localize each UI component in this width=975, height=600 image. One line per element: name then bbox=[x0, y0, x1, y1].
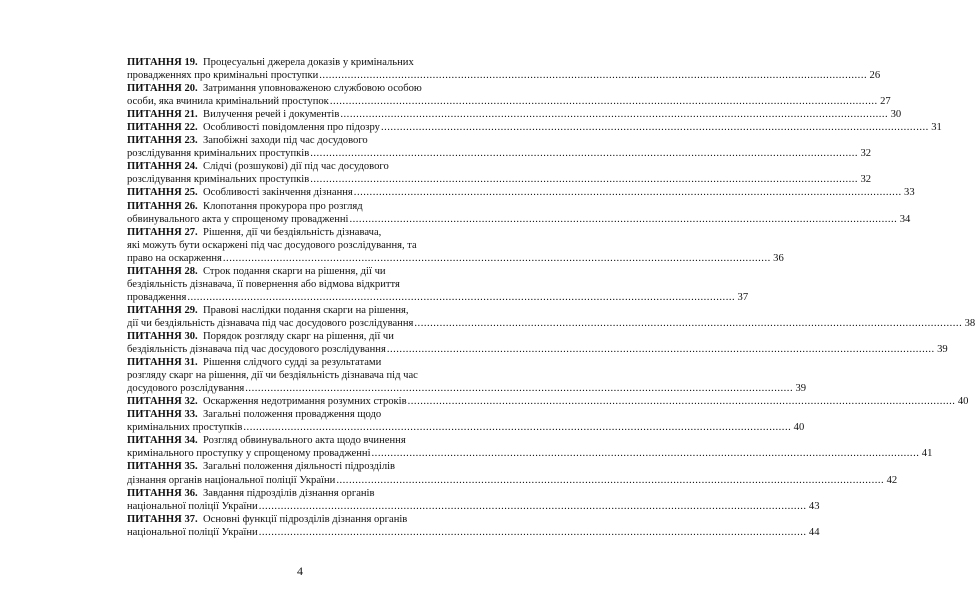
toc-line bbox=[127, 56, 463, 69]
toc-leader-dots bbox=[372, 447, 920, 460]
toc-title-text: Затримання уповноваженою службовою особою bbox=[203, 83, 422, 95]
toc-page-number: 30 bbox=[890, 109, 902, 121]
toc-line bbox=[127, 160, 463, 173]
toc-entry bbox=[127, 134, 872, 160]
toc-entry bbox=[127, 186, 915, 199]
toc-line bbox=[127, 382, 807, 395]
toc-leader-dots bbox=[340, 108, 888, 121]
toc-title-text: розслідування кримінальних проступків bbox=[127, 174, 310, 186]
toc-leader-dots bbox=[243, 421, 791, 434]
toc-entry bbox=[127, 56, 881, 82]
toc-title-text: Правові наслідки подання скарги на рішення, bbox=[203, 304, 409, 316]
toc-title-text: Оскарження недотримання розумних строків bbox=[203, 396, 407, 408]
toc-question-number: ПИТАННЯ 26. bbox=[127, 200, 198, 212]
toc-entry bbox=[127, 160, 872, 186]
toc-leader-dots bbox=[336, 474, 884, 487]
toc-page-number: 32 bbox=[860, 174, 872, 186]
toc-entry bbox=[127, 108, 902, 121]
toc-line bbox=[127, 356, 463, 369]
toc-title-text: національної поліції України bbox=[127, 526, 258, 538]
toc-title-text: Розгляд обвинувального акта щодо вчинення bbox=[203, 435, 406, 447]
toc-question-number: ПИТАННЯ 29. bbox=[127, 304, 198, 316]
toc-title-text: Загальні положення діяльності підрозділів bbox=[203, 461, 396, 473]
toc-title-text: право на оскарження bbox=[127, 252, 222, 264]
toc-page-number: 34 bbox=[899, 213, 911, 225]
toc-entry bbox=[127, 82, 891, 108]
toc-line bbox=[127, 121, 942, 134]
toc-leader-dots bbox=[310, 173, 858, 186]
toc-line bbox=[127, 304, 463, 317]
toc-entry bbox=[127, 265, 749, 304]
toc-entry bbox=[127, 434, 933, 460]
toc-leader-dots bbox=[349, 213, 897, 226]
toc-title-text: Процесуальні джерела доказів у кримінальних bbox=[203, 57, 414, 68]
toc-leader-dots bbox=[310, 147, 858, 160]
toc-entry bbox=[127, 408, 805, 434]
toc-question-number: ПИТАННЯ 35. bbox=[127, 461, 198, 473]
toc-title-text: Рішення, дії чи бездіяльність дізнавача, bbox=[203, 226, 382, 238]
toc-title-text: дії чи бездіяльність дізнавача під час досудового розслідування bbox=[127, 317, 414, 329]
toc-line bbox=[127, 500, 820, 513]
toc-line bbox=[127, 226, 463, 239]
toc-line bbox=[127, 278, 463, 291]
toc-leader-dots bbox=[245, 382, 793, 395]
toc-leader-dots bbox=[408, 395, 956, 408]
toc-title-text: Строк подання скарги на рішення, дії чи bbox=[203, 265, 386, 277]
toc-page-number: 39 bbox=[795, 383, 807, 395]
toc-page-number: 32 bbox=[860, 148, 872, 160]
toc-title-text: Рішення слідчого судді за результатами bbox=[203, 357, 382, 369]
toc-line bbox=[127, 252, 784, 265]
toc-line bbox=[127, 239, 463, 252]
toc-line bbox=[127, 474, 898, 487]
toc-leader-dots bbox=[414, 317, 962, 330]
toc-page-number: 43 bbox=[808, 500, 820, 512]
toc-leader-dots bbox=[259, 500, 807, 513]
toc-line bbox=[127, 82, 463, 95]
toc-question-number: ПИТАННЯ 28. bbox=[127, 265, 198, 277]
toc-entry bbox=[127, 330, 948, 356]
toc-title-text: національної поліції України bbox=[127, 500, 258, 512]
toc-line bbox=[127, 108, 902, 121]
toc-title-text: які можуть бути оскаржені під час досудового розслідування, та bbox=[127, 239, 417, 251]
toc-question-number: ПИТАННЯ 32. bbox=[127, 396, 198, 408]
toc-question-number: ПИТАННЯ 34. bbox=[127, 435, 198, 447]
toc-page-number: 33 bbox=[904, 187, 915, 199]
toc-leader-dots bbox=[223, 252, 771, 265]
toc-title-text: Особливості повідомлення про підозру bbox=[203, 122, 380, 134]
toc-line bbox=[127, 200, 463, 213]
toc-title-text: Основні функції підрозділів дізнання органів bbox=[203, 513, 408, 525]
toc-title-text: бездіяльність дізнавача під час досудового розслідування bbox=[127, 344, 386, 356]
toc-line bbox=[127, 330, 463, 343]
toc-page-number: 40 bbox=[957, 396, 969, 408]
toc-title-text: досудового розслідування bbox=[127, 383, 245, 395]
toc-line bbox=[127, 421, 805, 434]
toc-title-text: провадженнях про кримінальні проступки bbox=[127, 70, 319, 82]
toc-title-text: обвинувального акта у спрощеному провадженні bbox=[127, 213, 349, 225]
toc-title-text: кримінального проступку у спрощеному провадженні bbox=[127, 448, 371, 460]
toc-title-text: Завдання підрозділів дізнання органів bbox=[203, 487, 375, 499]
toc-title-text: Слідчі (розшукові) дії під час досудового bbox=[203, 161, 389, 173]
toc-title-text: Загальні положення провадження щодо bbox=[203, 409, 382, 421]
toc-question-number: ПИТАННЯ 20. bbox=[127, 83, 198, 95]
toc-entry bbox=[127, 460, 898, 486]
toc-line bbox=[127, 526, 820, 539]
toc-leader-dots bbox=[381, 121, 929, 134]
table-of-contents bbox=[127, 56, 975, 539]
toc-line bbox=[127, 134, 463, 147]
toc-line bbox=[127, 213, 911, 226]
toc-leader-dots bbox=[259, 526, 807, 539]
toc-page-number: 31 bbox=[931, 122, 942, 134]
toc-page-number: 39 bbox=[937, 344, 948, 356]
toc-title-text: дізнання органів національної поліції України bbox=[127, 474, 336, 486]
toc-page-number: 42 bbox=[886, 474, 898, 486]
toc-question-number: ПИТАННЯ 25. bbox=[127, 187, 198, 199]
page-number: 4 bbox=[297, 564, 303, 578]
toc-question-number: ПИТАННЯ 23. bbox=[127, 135, 198, 147]
toc-page-number: 36 bbox=[773, 252, 784, 264]
toc-line bbox=[127, 173, 872, 186]
toc-line bbox=[127, 291, 749, 304]
toc-question-number: ПИТАННЯ 19. bbox=[127, 57, 198, 68]
toc-entry bbox=[127, 121, 942, 134]
toc-question-number: ПИТАННЯ 21. bbox=[127, 109, 198, 121]
toc-title-text: провадження bbox=[127, 291, 187, 303]
toc-entry bbox=[127, 200, 911, 226]
toc-leader-dots bbox=[330, 95, 878, 108]
toc-page-number: 37 bbox=[737, 291, 749, 303]
toc-leader-dots bbox=[387, 343, 935, 356]
toc-line bbox=[127, 447, 933, 460]
toc-question-number: ПИТАННЯ 24. bbox=[127, 161, 198, 173]
toc-entry bbox=[127, 356, 807, 395]
toc-question-number: ПИТАННЯ 37. bbox=[127, 513, 198, 525]
toc-title-text: розгляду скарг на рішення, дії чи бездіяльність дізнавача під час bbox=[127, 370, 418, 382]
toc-entry bbox=[127, 513, 820, 539]
toc-leader-dots bbox=[187, 291, 735, 304]
toc-question-number: ПИТАННЯ 22. bbox=[127, 122, 198, 134]
toc-entry bbox=[127, 304, 975, 330]
toc-title-text: Вилучення речей і документів bbox=[203, 109, 340, 121]
toc-leader-dots bbox=[319, 69, 867, 82]
toc-page-number: 41 bbox=[921, 448, 933, 460]
toc-title-text: особи, яка вчинила кримінальний проступок bbox=[127, 96, 329, 108]
toc-page-number: 44 bbox=[808, 526, 820, 538]
toc-title-text: бездіяльність дізнавача, її повернення або відмова відкриття bbox=[127, 278, 400, 290]
toc-line bbox=[127, 408, 463, 421]
toc-title-text: кримінальних проступків bbox=[127, 422, 243, 434]
toc-title-text: Порядок розгляду скарг на рішення, дії чи bbox=[203, 330, 394, 342]
toc-leader-dots bbox=[354, 186, 902, 199]
toc-line bbox=[127, 317, 975, 330]
toc-title-text: Клопотання прокурора про розгляд bbox=[203, 200, 363, 212]
toc-line bbox=[127, 95, 891, 108]
toc-entry bbox=[127, 487, 820, 513]
toc-line bbox=[127, 369, 463, 382]
toc-line bbox=[127, 434, 463, 447]
toc-title-text: розслідування кримінальних проступків bbox=[127, 148, 310, 160]
toc-title-text: Особливості закінчення дізнання bbox=[203, 187, 353, 199]
toc-line bbox=[127, 147, 872, 160]
toc-line bbox=[127, 69, 881, 82]
toc-line bbox=[127, 395, 969, 408]
toc-line bbox=[127, 343, 948, 356]
toc-question-number: ПИТАННЯ 27. bbox=[127, 226, 198, 238]
toc-page-number: 38 bbox=[964, 317, 975, 329]
toc-line bbox=[127, 513, 463, 526]
toc-question-number: ПИТАННЯ 36. bbox=[127, 487, 198, 499]
toc-title-text: Запобіжні заходи під час досудового bbox=[203, 135, 368, 147]
toc-line bbox=[127, 460, 463, 473]
toc-question-number: ПИТАННЯ 30. bbox=[127, 330, 198, 342]
toc-line bbox=[127, 265, 463, 278]
toc-line bbox=[127, 487, 463, 500]
toc-entry bbox=[127, 226, 784, 265]
toc-entry bbox=[127, 395, 969, 408]
toc-page-number: 27 bbox=[880, 96, 891, 108]
toc-question-number: ПИТАННЯ 31. bbox=[127, 357, 198, 369]
toc-question-number: ПИТАННЯ 33. bbox=[127, 409, 198, 421]
toc-page-number: 40 bbox=[793, 422, 805, 434]
toc-line bbox=[127, 186, 915, 199]
toc-page-number: 26 bbox=[869, 70, 881, 82]
